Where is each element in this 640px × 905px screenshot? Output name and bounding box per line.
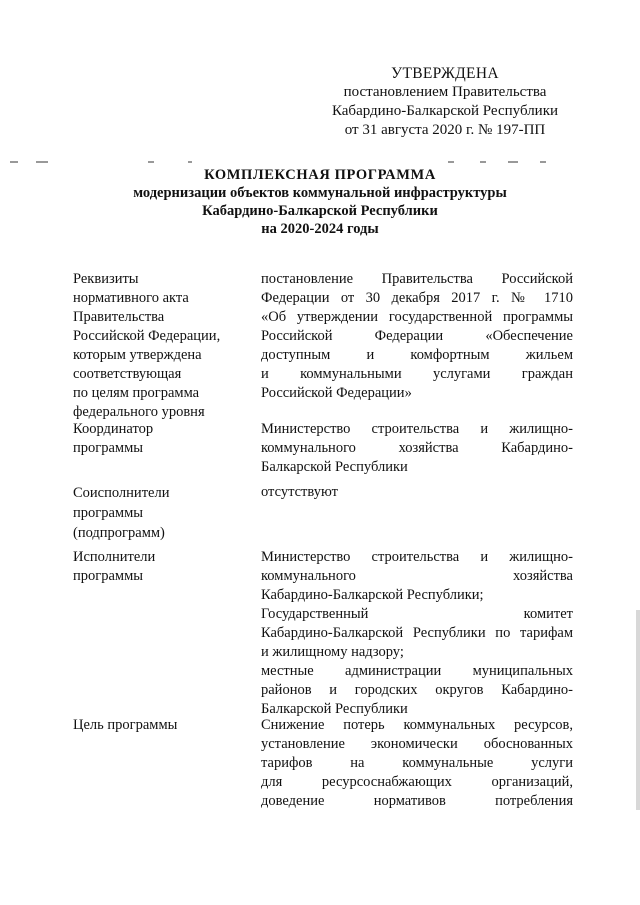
label-line: Цель программы (73, 717, 178, 733)
row-label (73, 483, 238, 543)
value-line: районов и городских округов Кабардино- (261, 682, 573, 698)
label-line: Исполнители (73, 549, 156, 565)
value-line: установление экономически обоснованных (261, 736, 573, 752)
label-line: (подпрограмм) (73, 525, 165, 541)
value-line: тарифов на коммунальные услуги (261, 755, 573, 771)
value-line: Балкарской Республики (261, 701, 408, 717)
title-line: на 2020-2024 годы (261, 221, 379, 237)
value-line: Кабардино-Балкарской Республики по тарифам (261, 625, 573, 641)
value-line: доступным и комфортным жильем (261, 347, 573, 363)
row-value (261, 716, 573, 811)
row-value (261, 270, 573, 403)
value-line: отсутствуют (261, 484, 338, 500)
program-title (90, 166, 550, 238)
scan-artifact (8, 159, 568, 165)
label-line: Российской Федерации, (73, 328, 221, 344)
row-value (261, 483, 573, 502)
scan-edge-shadow (636, 610, 640, 810)
label-line: Соисполнители (73, 485, 170, 501)
title-line: Кабардино-Балкарской Республики (202, 203, 438, 219)
value-line: Снижение потерь коммунальных ресурсов, (261, 717, 573, 733)
value-line: Федерации от 30 декабря 2017 г. № 1710 (261, 290, 573, 306)
approval-line: постановлением Правительства (343, 84, 547, 100)
row-label (73, 716, 238, 735)
value-line: Министерство строительства и жилищно- (261, 421, 573, 437)
label-line: Реквизиты (73, 271, 139, 287)
label-line: федерального уровня (73, 404, 205, 420)
value-line: Кабардино-Балкарской Республики; (261, 587, 484, 603)
label-line: программы (73, 505, 143, 521)
value-line: для ресурсоснабжающих организаций, (261, 774, 573, 790)
approval-line: от 31 августа 2020 г. № 197-ПП (344, 122, 546, 138)
value-line: Министерство строительства и жилищно- (261, 549, 573, 565)
value-line: и коммунальными услугами граждан (261, 366, 573, 382)
value-line: Балкарской Республики (261, 459, 408, 475)
approval-stamp (300, 64, 590, 140)
value-line: «Об утверждении государственной программы (261, 309, 573, 325)
value-line: постановление Правительства Российской (261, 271, 573, 287)
value-line: Российской Федерации «Обеспечение (261, 328, 573, 344)
title-line: модернизации объектов коммунальной инфраструктуры (133, 185, 507, 201)
label-line: соответствующая (73, 366, 182, 382)
value-line: доведение нормативов потребления (261, 793, 573, 809)
approval-heading: УТВЕРЖДЕНА (391, 65, 499, 82)
row-value (261, 420, 573, 477)
label-line: которым утверждена (73, 347, 202, 363)
row-value (261, 548, 573, 719)
value-line: коммунального хозяйства Кабардино- (261, 440, 573, 456)
label-line: программы (73, 440, 143, 456)
value-line: Государственный комитет (261, 606, 573, 622)
label-line: по целям программа (73, 385, 200, 401)
label-line: программы (73, 568, 143, 584)
value-line: и жилищному надзору; (261, 644, 404, 660)
value-line: Российской Федерации» (261, 385, 412, 401)
row-label (73, 548, 238, 586)
value-line: местные администрации муниципальных (261, 663, 573, 679)
label-line: Правительства (73, 309, 165, 325)
title-line: КОМПЛЕКСНАЯ ПРОГРАММА (204, 167, 436, 183)
label-line: нормативного акта (73, 290, 189, 306)
value-line: коммунального хозяйства (261, 568, 573, 584)
approval-line: Кабардино-Балкарской Республики (331, 103, 559, 119)
row-label (73, 420, 238, 458)
row-label (73, 270, 238, 422)
label-line: Координатор (73, 421, 154, 437)
